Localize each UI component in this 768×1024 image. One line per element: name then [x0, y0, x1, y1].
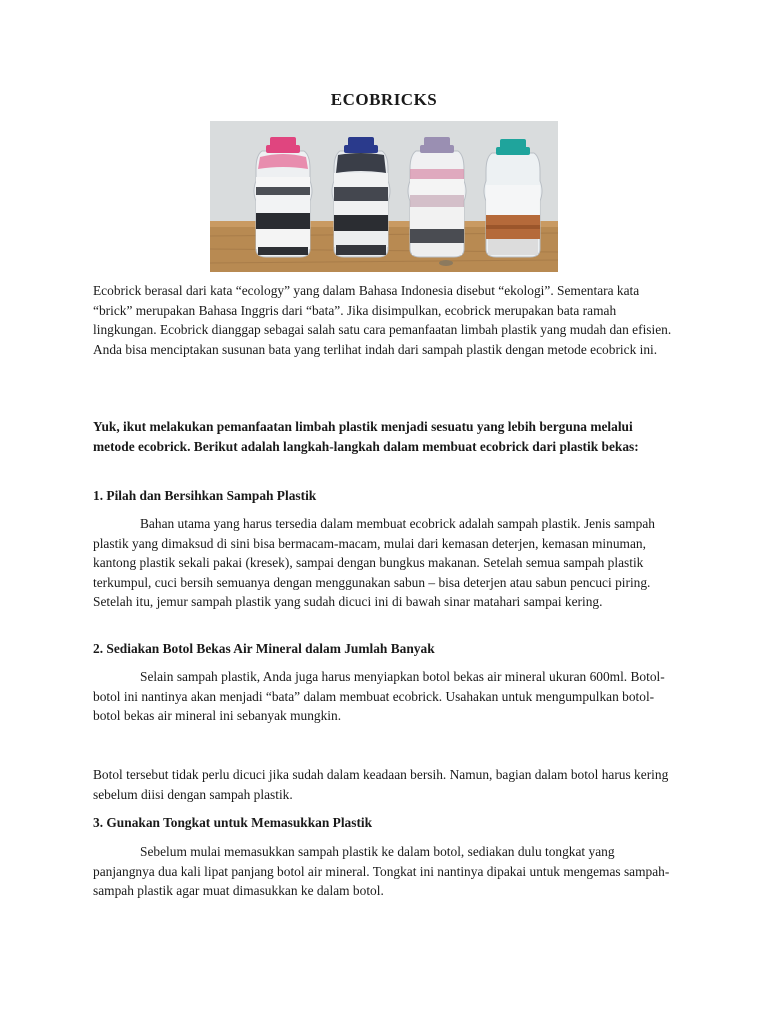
step-3-paragraph: Sebelum mulai memasukkan sampah plastik ke dalam botol, sediakan dulu tongkat yang panjangnya dua kali lipat panjang botol air mineral. Tongkat ini nantinya dipakai untuk mengemas sampah-sampah plastik agar muat dimasukkan ke dalam botol.	[93, 844, 670, 898]
lead-paragraph: Yuk, ikut melakukan pemanfaatan limbah plastik menjadi sesuatu yang lebih berguna melalui metode ecobrick. Berikut adalah langkah-langkah dalam membuat ecobrick dari plastik bekas:	[93, 419, 639, 454]
bottle-3	[408, 137, 466, 257]
step-3-heading: 3. Gunakan Tongkat untuk Memasukkan Plastik	[93, 815, 373, 830]
bottle-1	[254, 137, 312, 257]
document-title: ECOBRICKS	[330, 90, 438, 109]
intro-paragraph: Ecobrick berasal dari kata “ecology” yang dalam Bahasa Indonesia disebut “ekologi”. Sementara kata “brick” merupakan Bahasa Inggris dari “bata”. Jika disimpulkan, ecobrick merupakan bata ramah lingkungan. Ecobrick dianggap sebagai salah satu cara pemanfaatan limbah plastik yang mudah dan efisien. Anda bisa menciptakan susunan bata yang terlihat indah dari sampah plastik dengan metode ecobrick ini.	[93, 283, 672, 357]
step-2-paragraph: Selain sampah plastik, Anda juga harus menyiapkan botol bekas air mineral ukuran 600ml. Botol-botol ini nantinya akan menjadi “bata” dalam membuat ecobrick. Usahakan untuk mengumpulkan botol-botol bekas air mineral ini sebanyak mungkin.	[93, 669, 665, 723]
step-2-heading: 2. Sediakan Botol Bekas Air Mineral dalam Jumlah Banyak	[93, 641, 435, 656]
step-1-paragraph: Bahan utama yang harus tersedia dalam membuat ecobrick adalah sampah plastik. Jenis sampah plastik yang dimaksud di sini bisa bermacam-macam, mulai dari kemasan deterjen, kemasan minuman, kantong plastik sekali pakai (kresek), sampai dengan bungkus makanan. Setelah semua sampah plastik terkumpul, cuci bersih semuanya dengan menggunakan sabun – bisa deterjen atau sabun pencuci piring. Setelah itu, jemur sampah plastik yang sudah dicuci ini di bawah sinar matahari sampai kering.	[93, 516, 655, 609]
step-2-note-paragraph: Botol tersebut tidak perlu dicuci jika sudah dalam keadaan bersih. Namun, bagian dalam botol harus kering sebelum diisi dengan sampah plastik.	[93, 767, 669, 802]
bottle-2	[332, 137, 390, 257]
bottle-4	[484, 139, 542, 257]
ecobrick-bottles-photo	[210, 121, 558, 272]
step-1-heading: 1. Pilah dan Bersihkan Sampah Plastik	[93, 488, 317, 503]
